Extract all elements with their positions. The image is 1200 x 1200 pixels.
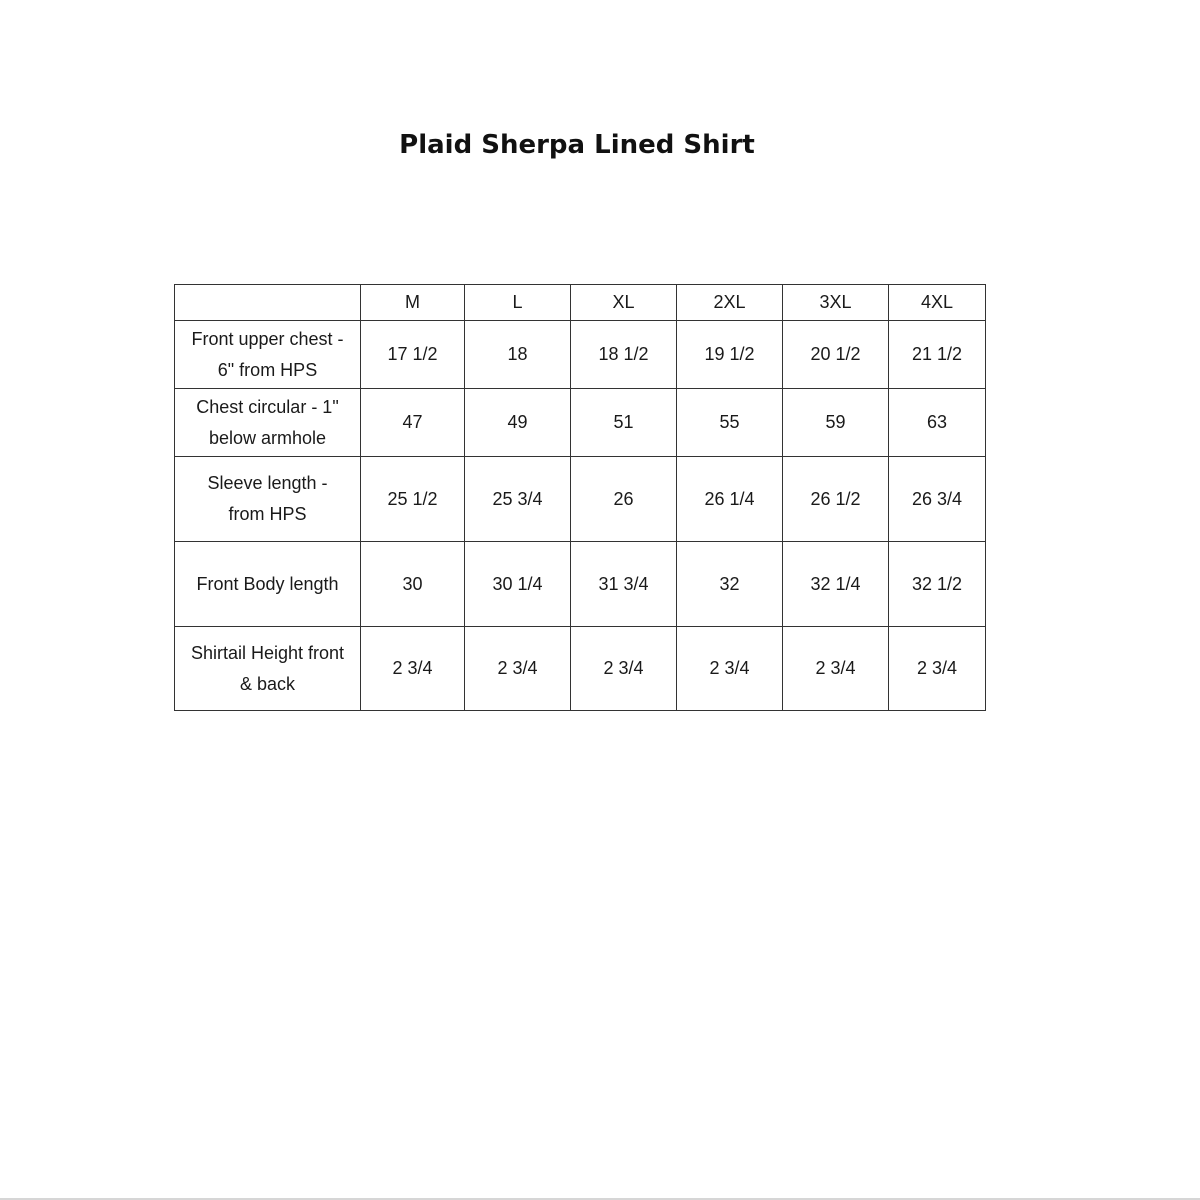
row-label: Front upper chest - 6" from HPS <box>175 321 361 389</box>
table-cell: 19 1/2 <box>677 321 783 389</box>
table-cell: 30 <box>361 542 465 627</box>
header-size-l: L <box>465 285 571 321</box>
header-size-3xl: 3XL <box>783 285 889 321</box>
table-cell: 32 <box>677 542 783 627</box>
table-row <box>175 457 986 542</box>
table-row <box>175 542 986 627</box>
table-cell: 51 <box>571 389 677 457</box>
table-cell: 26 1/2 <box>783 457 889 542</box>
table-row <box>175 321 986 389</box>
table-cell: 17 1/2 <box>361 321 465 389</box>
table-cell: 30 1/4 <box>465 542 571 627</box>
table-cell: 21 1/2 <box>889 321 986 389</box>
table-cell: 20 1/2 <box>783 321 889 389</box>
header-size-xl: XL <box>571 285 677 321</box>
row-label: Chest circular - 1" below armhole <box>175 389 361 457</box>
table-cell: 55 <box>677 389 783 457</box>
table-cell: 2 3/4 <box>677 627 783 711</box>
size-chart-table <box>174 284 986 711</box>
table-cell: 2 3/4 <box>465 627 571 711</box>
table-cell: 25 3/4 <box>465 457 571 542</box>
table-cell: 26 1/4 <box>677 457 783 542</box>
page-title: Plaid Sherpa Lined Shirt <box>399 130 755 160</box>
header-corner-cell <box>175 285 361 321</box>
table-cell: 32 1/2 <box>889 542 986 627</box>
table-cell: 2 3/4 <box>783 627 889 711</box>
table-cell: 32 1/4 <box>783 542 889 627</box>
table-cell: 2 3/4 <box>361 627 465 711</box>
row-label: Shirtail Height front & back <box>175 627 361 711</box>
table-cell: 49 <box>465 389 571 457</box>
header-size-2xl: 2XL <box>677 285 783 321</box>
table-cell: 26 3/4 <box>889 457 986 542</box>
table-row <box>175 389 986 457</box>
header-size-m: M <box>361 285 465 321</box>
table-cell: 63 <box>889 389 986 457</box>
table-cell: 25 1/2 <box>361 457 465 542</box>
header-size-4xl: 4XL <box>889 285 986 321</box>
table-cell: 2 3/4 <box>571 627 677 711</box>
row-label: Sleeve length - from HPS <box>175 457 361 542</box>
table-cell: 31 3/4 <box>571 542 677 627</box>
table-header-row <box>175 285 986 321</box>
table-cell: 59 <box>783 389 889 457</box>
table-cell: 2 3/4 <box>889 627 986 711</box>
table-row <box>175 627 986 711</box>
row-label: Front Body length <box>175 542 361 627</box>
table-cell: 26 <box>571 457 677 542</box>
table-cell: 47 <box>361 389 465 457</box>
table-cell: 18 1/2 <box>571 321 677 389</box>
table-cell: 18 <box>465 321 571 389</box>
